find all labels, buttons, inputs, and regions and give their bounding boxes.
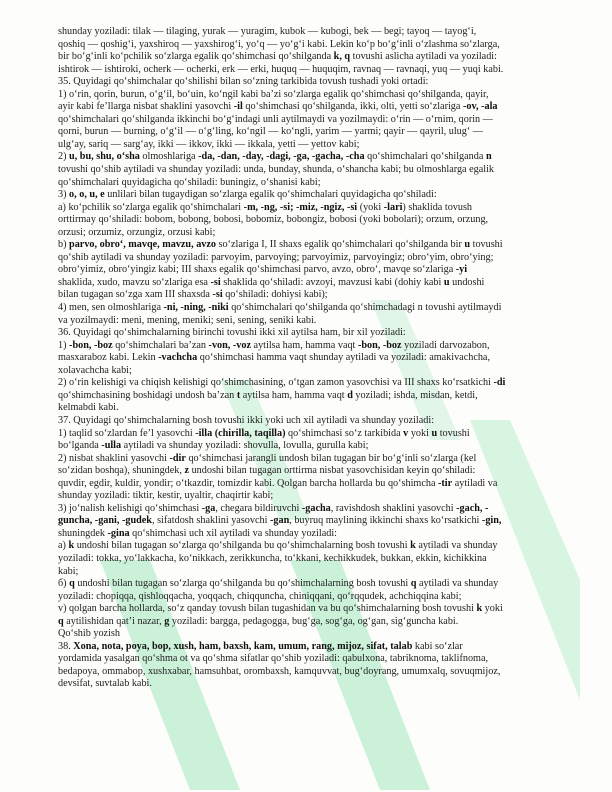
- text-span: qo‘shimchalari qo‘shilganda ikkinchi bo‘g‘indagi unli aytilmaydi va yozilmaydi: o‘rin — o‘rnim, qorin —: [58, 113, 493, 125]
- bold-text: -vachcha: [158, 352, 198, 364]
- text-span: kabi;: [58, 565, 79, 577]
- text-line: [58, 503, 582, 516]
- text-line: [58, 302, 582, 315]
- text-span: aytilsa ham, hamma vaqt: [240, 389, 348, 401]
- text-span: yoziladi darvozabon,: [401, 339, 490, 351]
- text-span: qo‘shimchasi jarangli undosh bilan tugagan bir bo‘g‘inli so‘zlarga (kel: [185, 452, 477, 464]
- text-line: [58, 402, 582, 415]
- text-line: [58, 177, 582, 190]
- text-line: [58, 202, 582, 215]
- bold-text: v: [403, 427, 409, 439]
- bold-text: q: [69, 578, 75, 590]
- text-span: unlilari bilan tugaydigan so‘zlarga egalik qo‘shimchalari quyidagicha qo‘shiladi:: [104, 189, 437, 201]
- bold-text: d: [347, 389, 353, 401]
- text-span: Qo‘shib yozish: [58, 628, 120, 640]
- text-line: [58, 566, 582, 579]
- text-span: aytilsa ham, hamma vaqt: [251, 339, 358, 351]
- text-line: [58, 239, 582, 252]
- text-span: qo‘shiladi: dohiysi kabi);: [222, 289, 328, 301]
- text-span: orttirmay qo‘shiladi: bobom, bobong, bobosi, bobomiz, bobongiz, bobosi (yoki bobolari); orzum, orzung,: [58, 214, 489, 226]
- text-span: 1) o‘rin, qorin, burun, o‘g‘il, bo‘uin, ko‘ngil kabi ba’zi so‘zlarga egalik qo‘shimchasi qo‘shilganda, qayir,: [58, 88, 489, 100]
- text-line: [58, 189, 582, 202]
- text-span: olmoshlariga: [139, 151, 199, 163]
- text-span: a) ko‘pchilik so‘zlarga egalik qo‘shimchalari: [58, 201, 244, 213]
- bold-text: -gacha: [301, 502, 331, 514]
- text-span: qo‘shimchasi qo‘shilganda, ikki, olti, yetti so‘zlariga: [242, 101, 463, 113]
- text-span: shaklida qo‘shiladi: avzoyi, mavzusi kabi (dohiy kabi: [220, 276, 444, 288]
- document-body: [58, 26, 582, 691]
- text-span: ayir kabi fe’llarga nisbat shaklini yasovchi: [58, 101, 234, 113]
- bold-text: q: [410, 578, 417, 590]
- text-line: [58, 616, 582, 629]
- text-line: [58, 528, 582, 541]
- text-span: 1): [58, 339, 70, 351]
- bold-text: q: [58, 615, 64, 627]
- bold-text: k, q: [333, 51, 351, 63]
- text-line: [58, 214, 582, 227]
- bold-text: -m, -ng, -si; -miz, -ngiz, -si: [243, 201, 358, 213]
- text-span: bilan tugagan so‘zga xam III shaxsda: [58, 289, 213, 301]
- text-line: [58, 26, 582, 39]
- text-span: 2): [58, 151, 70, 163]
- text-span: shunday yoziladi: tiktir, kestir, uyaltir, chaqirtir kabi;: [58, 490, 274, 502]
- text-span: qo‘shimchasining boshidagi undosh ba’zan: [58, 389, 237, 401]
- text-line: [58, 114, 582, 127]
- text-span: xolavachcha kabi;: [58, 364, 132, 376]
- text-span: devsifat, suvtalab kabi.: [58, 678, 152, 690]
- bold-text: -ga: [201, 502, 216, 514]
- text-span: shaklida, xudo, mavzu so‘zlariga esa: [58, 276, 211, 288]
- text-span: tovushi: [437, 427, 470, 439]
- bold-text: t: [236, 389, 241, 401]
- text-span: aytiladi va: [452, 477, 498, 489]
- bold-text: parvo, obro‘, mavqe, mavzu, avzo: [69, 239, 216, 251]
- text-line: [58, 603, 582, 616]
- text-line: [58, 553, 582, 566]
- bold-text: -ov, -ala: [462, 101, 498, 113]
- text-span: , ravishdosh shaklini yasovchi: [330, 502, 457, 514]
- text-span: 1) taqlid so‘zlardan fe’l yasovchi: [58, 427, 196, 439]
- text-span: qoshiq — qoshig‘i, yaxshiroq — yaxshirog‘i, yo‘q — yo‘g‘i kabi. Lekin ko‘p bo‘g‘inli o‘zlashma so‘zlarga,: [58, 38, 500, 50]
- text-span: 36. Quyidagi qo‘shimchalarning birinchi tovushi ikki xil aytilsa ham, bir xil yoziladi:: [58, 327, 406, 339]
- text-line: [58, 64, 582, 77]
- text-line: [58, 340, 582, 353]
- text-line: [58, 515, 582, 528]
- text-line: [58, 264, 582, 277]
- text-span: yoki: [408, 427, 432, 439]
- text-line: [58, 666, 582, 679]
- text-span: yoziladi: bargga, pedagogga, bug‘ga, sog‘ga, og‘gan, sig‘guncha kabi.: [169, 615, 459, 627]
- text-span: 38.: [58, 640, 74, 652]
- text-line: [58, 440, 582, 453]
- text-span: б): [58, 578, 70, 590]
- text-span: yoziladi; ishda, misdan, ketdi,: [352, 389, 478, 401]
- text-span: aytiladi va shunday: [415, 540, 498, 552]
- bold-text: k: [410, 540, 416, 552]
- text-span: a): [58, 540, 69, 552]
- text-span: undoshi bilan tugagan so‘zlarga qo‘shilganda bu qo‘shimchalarning bosh tovushi: [74, 578, 411, 590]
- bold-text: -di: [493, 377, 506, 389]
- text-span: , chegara bildiruvchi: [215, 502, 302, 514]
- text-line: [58, 101, 582, 114]
- text-line: [58, 377, 582, 390]
- text-span: 3) jo‘nalish kelishigi qo‘shimchasi: [58, 502, 202, 514]
- text-span: undoshi: [449, 276, 485, 288]
- bold-text: -ulla: [101, 440, 122, 452]
- text-line: [58, 390, 582, 403]
- bold-text: -yi: [455, 264, 468, 276]
- text-line: [58, 151, 582, 164]
- bold-text: guncha, -gani, -gudek: [58, 515, 152, 527]
- bold-text: -gina: [107, 527, 130, 539]
- text-span: quvdir, egdir, kuldir, yondir; o‘tkazdir, tomizdir kabi. Qolgan barcha hollarda bu qo‘shimcha: [58, 477, 439, 489]
- text-span: kabi so‘zlar: [412, 640, 463, 652]
- text-line: [58, 76, 582, 89]
- text-span: aytiladi va shunday yoziladi: shovulla, lovulla, gurulla kabi;: [121, 440, 369, 452]
- text-line: [58, 453, 582, 466]
- text-span: qo‘shimchalari ba’zan: [112, 339, 209, 351]
- text-line: [58, 89, 582, 102]
- bold-text: -bon, -boz: [357, 339, 402, 351]
- text-line: [58, 289, 582, 302]
- text-line: [58, 227, 582, 240]
- text-span: aytilishidan qat’i nazar,: [63, 615, 165, 627]
- bold-text: -gan: [269, 515, 290, 527]
- bold-text: n: [485, 151, 492, 163]
- text-span: yordamida yasalgan qo‘shma ot va qo‘shma sifatlar qo‘shib yoziladi: qabulxona, tabriknoma, taklifnoma,: [58, 653, 489, 665]
- text-span: kelmabdi kabi.: [58, 402, 119, 414]
- text-span: v) qolgan barcha hollarda, so‘z qanday tovush bilan tugashidan va bu qo‘shimchalarning bosh tovushi: [58, 603, 477, 615]
- text-span: 2) o‘rin kelishigi va chiqish kelishigi qo‘shimchasining, o‘tgan zamon yasovchisi va III shaxs ko‘rsatkichi: [58, 377, 494, 389]
- text-span: ulg‘ay, sariq — sarg‘ay, ikki — ikkov, ikki — ikkala, yetti — yettov kabi;: [58, 138, 360, 150]
- text-span: 4) men, sen olmoshlariga: [58, 302, 164, 314]
- text-span: so‘zidan boshqa), shuningdek,: [58, 465, 185, 477]
- text-span: bedapoya, ommabop, xushxabar, hamsuhbat, orombaxsh, kamquvvat, bug‘doyrang, umumxalq, sovuqmijoz,: [58, 665, 501, 677]
- text-span: (yoki: [357, 201, 384, 213]
- bold-text: g: [164, 615, 170, 627]
- text-span: ) shaklida tovush: [402, 201, 473, 213]
- bold-text: o, o, u, e: [69, 189, 105, 201]
- text-line: [58, 578, 582, 591]
- bold-text: -il: [233, 101, 243, 113]
- text-line: [58, 428, 582, 441]
- text-line: [58, 490, 582, 503]
- text-line: [58, 653, 582, 666]
- text-span: va yozilmaydi: meni, mening, meniki; seni, sening, seniki kabi.: [58, 314, 317, 326]
- text-span: b): [58, 239, 70, 251]
- text-line: [58, 540, 582, 553]
- text-span: shunday yoziladi: tilak — tilaging, yurak — yuragim, kubok — kubogi, bek — begi; tayoq — tayog‘i,: [58, 26, 477, 37]
- text-span: qo‘shimchalari quyidagicha qo‘shiladi: buningiz, o‘shanisi kabi;: [58, 176, 321, 188]
- bold-text: u, bu, shu, o‘sha: [69, 151, 140, 163]
- text-line: [58, 352, 582, 365]
- text-span: ishtirok — ishtiroki, ocherk — ocherki, erk — erki, huquq — huquqim, ravnaq — ravnaqi, yuq — yuqi kabi.: [58, 63, 504, 75]
- text-span: , sifatdosh shaklini yasovchi: [151, 515, 270, 527]
- bold-text: k: [476, 603, 483, 615]
- bold-text: -lari: [383, 201, 403, 213]
- text-span: aytiladi va shunday: [416, 578, 499, 590]
- text-span: obro‘yimiz, obro‘yingiz kabi; III shaxs egalik qo‘shimchasi parvo, avzo, obro‘, mavqe so‘zlariga: [58, 264, 456, 276]
- text-span: 3): [58, 189, 70, 201]
- bold-text: u: [464, 239, 471, 251]
- bold-text: z: [184, 465, 190, 477]
- text-span: , buyruq maylining ikkinchi shaxs ko‘rsatkichi: [289, 515, 482, 527]
- text-span: yoki: [482, 603, 503, 615]
- text-line: [58, 39, 582, 52]
- text-span: yoziladi: chopiqqa, qishloqqacha, yoqqach, chiqquncha, chiniqqani, qo‘rqqudek, achchiqqina kabi;: [58, 590, 462, 602]
- bold-text: -illa (chirilla, taqilla): [195, 427, 286, 439]
- text-line: [58, 327, 582, 340]
- text-span: tovushi aslicha aytiladi va yoziladi:: [350, 51, 497, 63]
- text-span: tovushi qo‘shib aytiladi va shunday yoziladi: unda, bunday, shunda, o‘shancha kabi; bu olmoshlarga egalik: [58, 164, 494, 176]
- bold-text: u: [443, 276, 450, 288]
- text-span: qo‘shib aytiladi va shunday yoziladi: parvoyim, parvoying; parvoyimiz, parvoyingiz; obro‘yim, obro‘ying;: [58, 251, 494, 263]
- text-span: 35. Quyidagi qo‘shimchalar qo‘shilishi bilan so‘zning tarkibida tovush tushadi yoki ortadi:: [58, 76, 429, 88]
- text-span: qo‘shimchasi uch xil aytiladi va shunday yoziladi:: [129, 527, 337, 539]
- text-span: qo‘shimchalari qo‘shilganda qo‘shimchadagi n tovushi aytilmaydi: [228, 302, 502, 314]
- text-span: undoshi bilan tugagan so‘zlarga qo‘shilganda bu qo‘shimchalarning bosh tovushi: [74, 540, 411, 552]
- text-span: so‘zlariga I, II shaxs egalik qo‘shimchalari qo‘shilganda bir: [216, 239, 465, 251]
- text-span: masxaraboz kabi. Lekin: [58, 352, 159, 364]
- text-line: [58, 478, 582, 491]
- text-span: undoshi bilan tugagan orttirma nisbat yasovchisidan keyin qo‘shiladi:: [189, 465, 476, 477]
- text-line: [58, 678, 582, 691]
- text-span: shuningdek: [58, 527, 108, 539]
- text-span: orzusi; orzumiz, orzungiz, orzusi kabi;: [58, 226, 216, 238]
- text-span: 2) nisbat shaklini yasovchi: [58, 452, 170, 464]
- text-line: [58, 465, 582, 478]
- text-line: [58, 641, 582, 654]
- text-line: [58, 126, 582, 139]
- text-span: qo‘shimchasi hamma vaqt shunday aytiladi va yoziladi: amakivachcha,: [197, 352, 491, 364]
- bold-text: -si: [212, 289, 223, 301]
- bold-text: -tir: [438, 477, 453, 489]
- bold-text: Xona, nota, poya, bop, xush, ham, baxsh, kam, umum, rang, mijoz, sifat, talab: [73, 640, 413, 652]
- text-line: [58, 139, 582, 152]
- text-line: [58, 164, 582, 177]
- text-span: yoziladi: tokka, yo‘lakkacha, ko‘nikkach, zerikkuncha, to‘kkani, kechikkudek, bukkan, ekkin, kichikkina: [58, 552, 487, 564]
- text-span: qo‘shimchalari qo‘shilganda: [364, 151, 486, 163]
- text-line: [58, 51, 582, 64]
- bold-text: -dir: [169, 452, 186, 464]
- bold-text: -bon, -boz: [69, 339, 113, 351]
- text-span: bir bo‘g‘inli ko‘pchilik so‘zlarga egalik qo‘shimchasi qo‘shilganda: [58, 51, 334, 63]
- text-line: [58, 628, 582, 641]
- text-span: qorni, burun — burning, o‘g‘il — o‘g‘ling, ko‘ngil — ko‘ngli, yarim — yarmi; qayir — qayril, ulug‘ —: [58, 126, 483, 138]
- bold-text: -gin,: [481, 515, 502, 527]
- text-line: [58, 591, 582, 604]
- text-line: [58, 277, 582, 290]
- text-line: [58, 415, 582, 428]
- bold-text: -da, -dan, -day, -dagi, -ga, -gacha, -cha: [198, 151, 365, 163]
- text-span: qo‘shimchasi so‘z tarkibida: [285, 427, 404, 439]
- bold-text: u: [431, 427, 438, 439]
- text-span: tovushi: [470, 239, 503, 251]
- bold-text: k: [68, 540, 75, 552]
- bold-text: -ni, -ning, -niki: [163, 302, 229, 314]
- bold-text: -von, -voz: [208, 339, 251, 351]
- bold-text: -si: [210, 276, 221, 288]
- text-span: 37. Quyidagi qo‘shimchalarning bosh tovushi ikki yoki uch xil aytiladi va shunday yoziladi:: [58, 414, 435, 426]
- text-line: [58, 365, 582, 378]
- text-line: [58, 315, 582, 328]
- text-line: [58, 252, 582, 265]
- text-span: bo‘lganda: [58, 440, 102, 452]
- bold-text: -gach, -: [456, 502, 489, 514]
